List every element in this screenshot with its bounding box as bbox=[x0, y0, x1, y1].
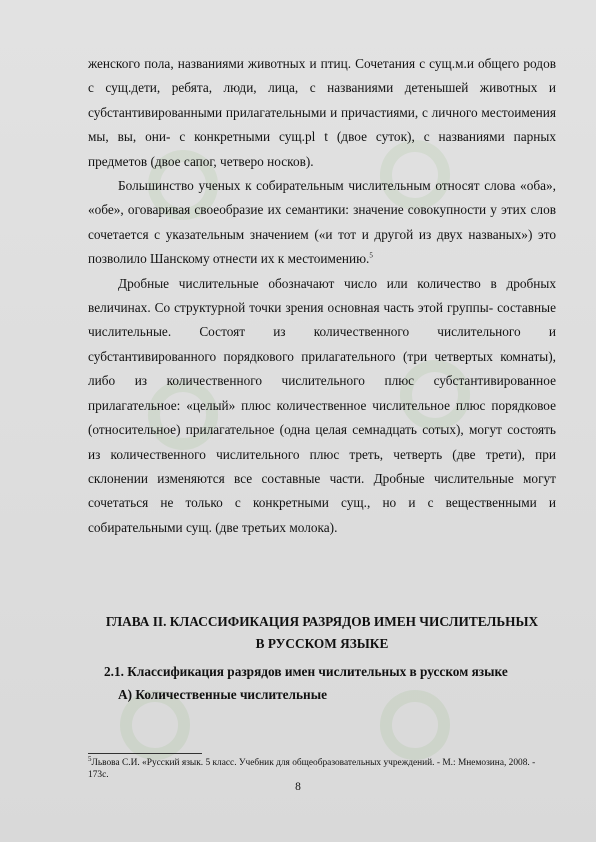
footnote-divider bbox=[88, 753, 202, 754]
chapter-heading bbox=[88, 611, 556, 655]
paragraph bbox=[88, 174, 556, 272]
page-number: 8 bbox=[295, 781, 301, 793]
section-heading: 2.1. Классификация разрядов имен числительных в русском языке bbox=[104, 664, 508, 679]
footnote-number: 5 bbox=[88, 754, 92, 763]
subsection-heading: А) Количественные числительные bbox=[118, 687, 327, 702]
paragraph-text: Большинство ученых к собирательным числительным относят слова «оба», «обе», оговаривая своеобразие их семантики: значение совокупности у этих слов сочетается с указательным значением («и тот и другой из двух названых») это позволило Шанскому отнести их к местоимению. bbox=[88, 178, 556, 267]
footnote bbox=[88, 754, 558, 782]
chapter-heading-line: В РУССКОМ ЯЗЫКЕ bbox=[255, 636, 389, 651]
paragraph: Дробные числительные обозначают число или количество в дробных величинах. Со структурной точки зрения основная часть этой группы- составные числительные. Состоят из количественного числительного и субстантивированного порядкового прилагательного (три четвертых комнаты), либо из количественного числительного плюс субстантивированное прилагательное: «целый» плюс количественное числительное плюс порядковое (относительное) прилагательное (одна целая семнадцать сотых), могут состоять из количественного числительного плюс треть, четверть (две трети), при склонении изменяются все составные части. Дробные числительные могут сочетаться не только с конкретными сущ., но и с вещественными и собирательными сущ. (две третьих молока). bbox=[88, 275, 556, 535]
body-text bbox=[88, 52, 556, 540]
chapter-heading-line: ГЛАВА II. КЛАССИФИКАЦИЯ РАЗРЯДОВ ИМЕН ЧИСЛИТЕЛЬНЫХ bbox=[105, 614, 539, 629]
footnote-reference[interactable]: 5 bbox=[369, 251, 373, 260]
footnote-text: Львова С.И. «Русский язык. 5 класс. Учебник для общеобразовательных учреждений. - М.: Мнемозина, 2008. - 173с. bbox=[88, 758, 536, 781]
paragraph: женского пола, названиями животных и птиц. Сочетания с сущ.м.и общего родов с сущ.дети, ребята, люди, лица, с названиями детенышей животных и субстантивированными прилагательными и причастиями, с личного местоимения мы, вы, они- с конкретными сущ.pl t (двое суток), с названиями парных предметов (двое сапог, четверо носков). bbox=[88, 56, 556, 169]
